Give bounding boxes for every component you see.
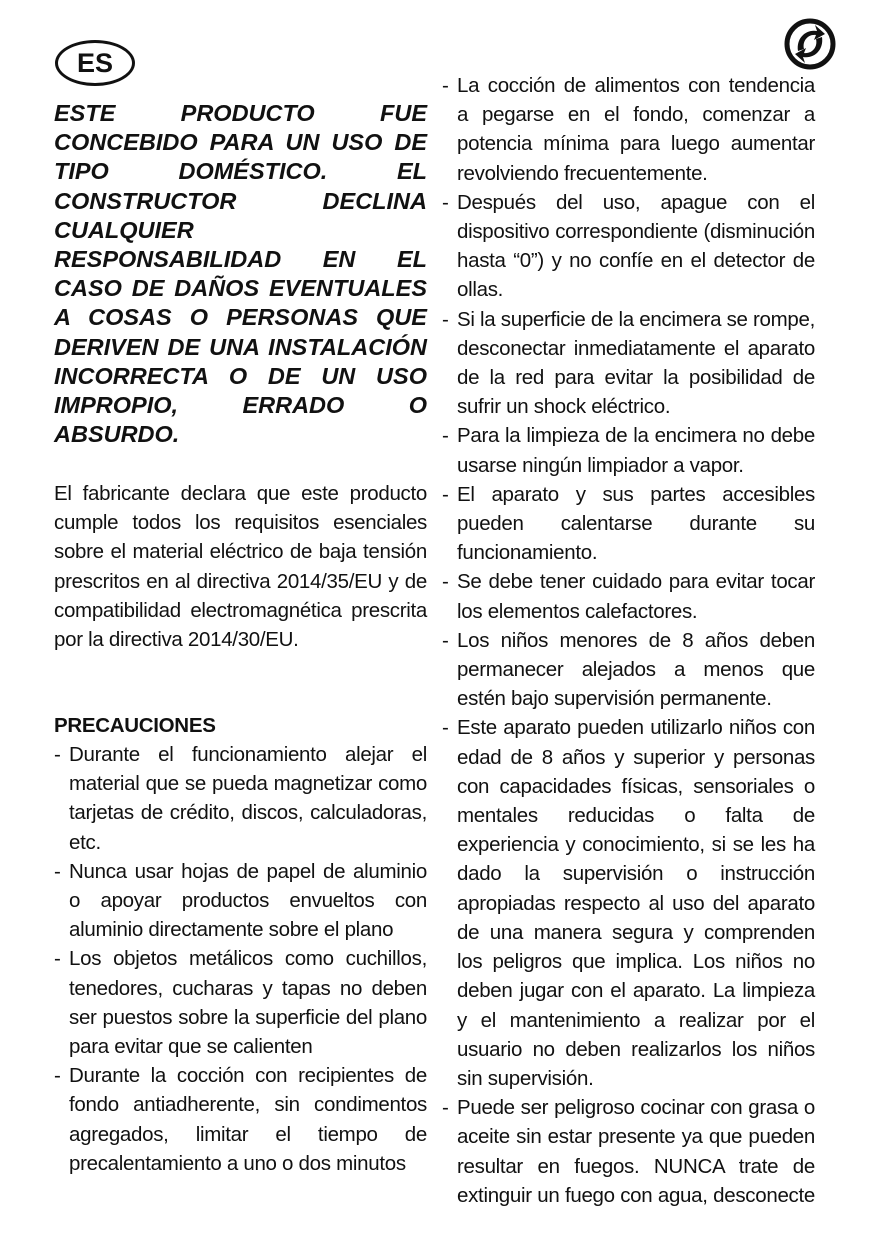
dash-bullet: - xyxy=(442,190,449,214)
list-item xyxy=(442,305,815,422)
list-item-text: Durante el funcionamiento alejar el material que se pueda magnetizar como tarjetas de crédito, discos, calculadoras, etc. xyxy=(69,743,427,854)
list-item xyxy=(442,626,815,714)
list-item-text: La cocción de alimentos con tendencia a pegarse en el fondo, comenzar a potencia mínima para luego aumentar revolviendo frecuentemente. xyxy=(457,74,815,185)
list-item xyxy=(442,713,815,1093)
dash-bullet: - xyxy=(442,307,449,331)
dash-bullet: - xyxy=(442,716,449,740)
language-badge xyxy=(55,40,135,86)
dash-bullet: - xyxy=(442,74,449,97)
disclaimer-warning: ESTE PRODUCTO FUE CONCEBIDO PARA UN USO DE TIPO DOMÉSTICO. EL CONSTRUCTOR DECLINA CUALQUIER RESPONSABILIDAD EN EL CASO DE DAÑOS EVENTUALES A COSAS O PERSONAS QUE DERIVEN DE UNA INSTALACIÓN INCORRECTA O DE UN USO IMPROPIO, ERRADO O ABSURDO. xyxy=(54,100,427,448)
dash-bullet: - xyxy=(54,947,61,971)
list-item xyxy=(442,480,815,568)
dash-bullet: - xyxy=(442,482,449,506)
list-item xyxy=(442,567,815,625)
dash-bullet: - xyxy=(54,1064,61,1088)
list-item-text: Después del uso, apague con el dispositivo correspondiente (disminución hasta “0”) y no confíe en el detector de ollas. xyxy=(457,190,815,302)
dash-bullet: - xyxy=(442,628,449,652)
list-item-text: Se debe tener cuidado para evitar tocar los elementos calefactores. xyxy=(457,570,815,623)
list-item xyxy=(54,740,427,857)
precautions-list-left xyxy=(54,740,427,1178)
section-title-precautions: PRECAUCIONES xyxy=(54,714,216,737)
list-item xyxy=(442,421,815,479)
dash-bullet: - xyxy=(54,859,61,883)
compliance-declaration: El fabricante declara que este producto cumple todos los requisitos esenciales sobre el material eléctrico de baja tensión prescritos en al directiva 2014/35/EU y de compatibilidad electromagnética prescrita por la directiva 2014/30/EU. xyxy=(54,482,427,652)
precautions-list-right xyxy=(442,71,815,1210)
dash-bullet: - xyxy=(54,743,61,766)
dash-bullet: - xyxy=(442,570,449,594)
list-item xyxy=(54,857,427,945)
list-item-text: Este aparato pueden utilizarlo niños con edad de 8 años y superior y personas con capacidades físicas, sensoriales o mentales reducidas o falta de experiencia y conocimiento, si se les ha dado la supervisión o instrucción apropiadas respecto al uso del aparato de una manera segura y comprenden los peligros que implica. Los niños no deben jugar con el aparato. La limpieza y el mantenimiento a realizar por el usuario no deben realizarlos los niños sin supervisión. xyxy=(457,716,815,1090)
list-item-text: Durante la cocción con recipientes de fondo antiadherente, sin condimentos agregados, limitar el tiempo de precalentamiento a uno o dos minutos xyxy=(69,1064,427,1175)
list-item-text: Para la limpieza de la encimera no debe usarse ningún limpiador a vapor. xyxy=(457,424,815,477)
list-item-text: Si la superficie de la encimera se rompe, desconectar inmediatamente el aparato de la red para evitar la posibilidad de sufrir un shock eléctrico. xyxy=(457,307,816,419)
list-item-text: Puede ser peligroso cocinar con grasa o aceite sin estar presente ya que pueden resultar en fuegos. NUNCA trate de extinguir un fuego con agua, desconecte xyxy=(457,1096,815,1207)
list-item xyxy=(442,188,815,305)
green-dot-recycle-icon xyxy=(784,18,836,70)
list-item xyxy=(54,1061,427,1178)
dash-bullet: - xyxy=(442,424,449,448)
language-code: ES xyxy=(76,47,114,78)
list-item-text: Los niños menores de 8 años deben permanecer alejados a menos que estén bajo supervisión permanente. xyxy=(457,628,815,711)
list-item-text: Los objetos metálicos como cuchillos, tenedores, cucharas y tapas no deben ser puestos sobre la superficie del plano para evitar que se calienten xyxy=(69,947,427,1059)
list-item xyxy=(442,1093,815,1210)
list-item xyxy=(442,71,815,188)
list-item xyxy=(54,944,427,1061)
list-item-text: Nunca usar hojas de papel de aluminio o apoyar productos envueltos con aluminio directamente sobre el plano xyxy=(69,859,427,942)
dash-bullet: - xyxy=(442,1096,449,1120)
list-item-text: El aparato y sus partes accesibles pueden calentarse durante su funcionamiento. xyxy=(457,482,815,565)
